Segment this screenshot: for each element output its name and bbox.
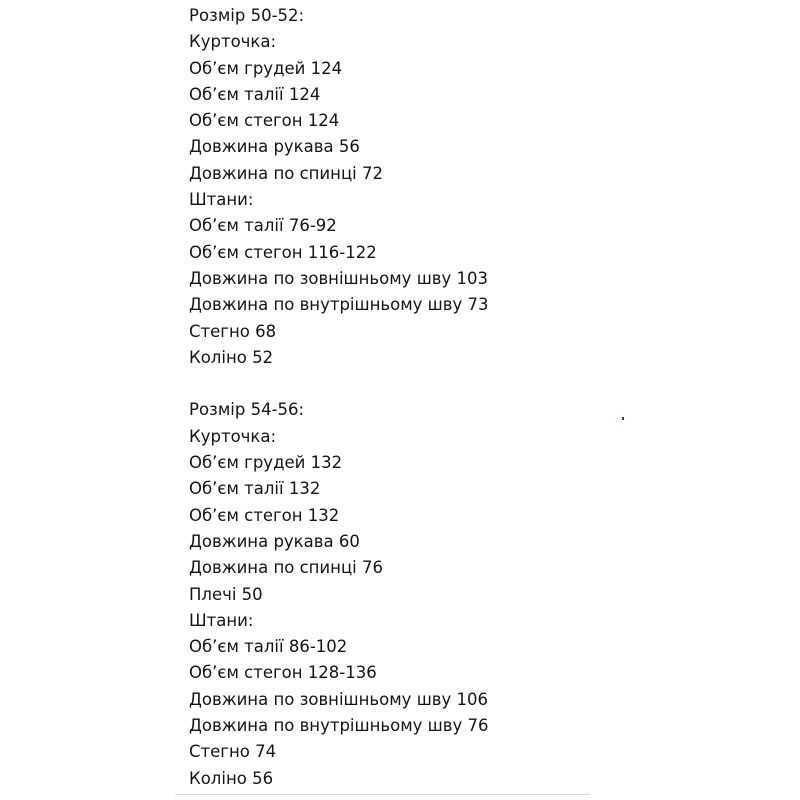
pants-measure: Довжина по зовнішньому шву 103 [189,268,489,288]
pants-measure: Коліно 52 [189,347,274,367]
jacket-heading: Курточка: [189,32,277,52]
pants-measure: Об’єм талії 76-92 [189,216,337,236]
pants-measure: Довжина по внутрішньому шву 76 [189,716,489,736]
size-heading: Розмір 50-52: [189,6,305,25]
jacket-measure: Об’єм талії 124 [189,84,321,104]
jacket-measure: Довжина по спинці 76 [189,558,383,578]
jacket-heading: Курточка: [189,426,277,446]
jacket-measure: Об’єм грудей 124 [189,58,343,78]
jacket-measure: Об’єм стегон 132 [189,505,340,525]
pants-measure: Об’єм стегон 128-136 [189,663,377,683]
pants-measure: Об’єм стегон 116-122 [189,242,377,262]
pants-heading: Штани: [189,190,254,210]
jacket-measure: Об’єм стегон 124 [189,111,340,131]
pants-measure: Довжина по зовнішньому шву 106 [189,689,489,709]
jacket-measure: Об’єм грудей 132 [189,453,343,473]
size-heading: Розмір 54-56: [189,400,305,420]
jacket-measure: Довжина рукава 60 [189,531,360,551]
pants-measure: Об’єм талії 86-102 [189,637,348,657]
pants-measure: Стегно 68 [189,321,277,341]
pants-measure: Стегно 74 [189,742,277,762]
stray-dot [622,417,624,420]
pants-measure: Довжина по внутрішньому шву 73 [189,295,489,315]
size-chart-text [189,3,609,792]
pants-heading: Штани: [189,610,254,630]
bottom-divider [175,794,590,795]
jacket-measure: Довжина рукава 56 [189,137,360,157]
section-spacer [189,371,609,397]
jacket-measure: Об’єм талії 132 [189,479,321,499]
pants-measure: Коліно 56 [189,768,274,788]
jacket-measure: Плечі 50 [189,584,263,604]
jacket-measure: Довжина по спинці 72 [189,163,383,183]
